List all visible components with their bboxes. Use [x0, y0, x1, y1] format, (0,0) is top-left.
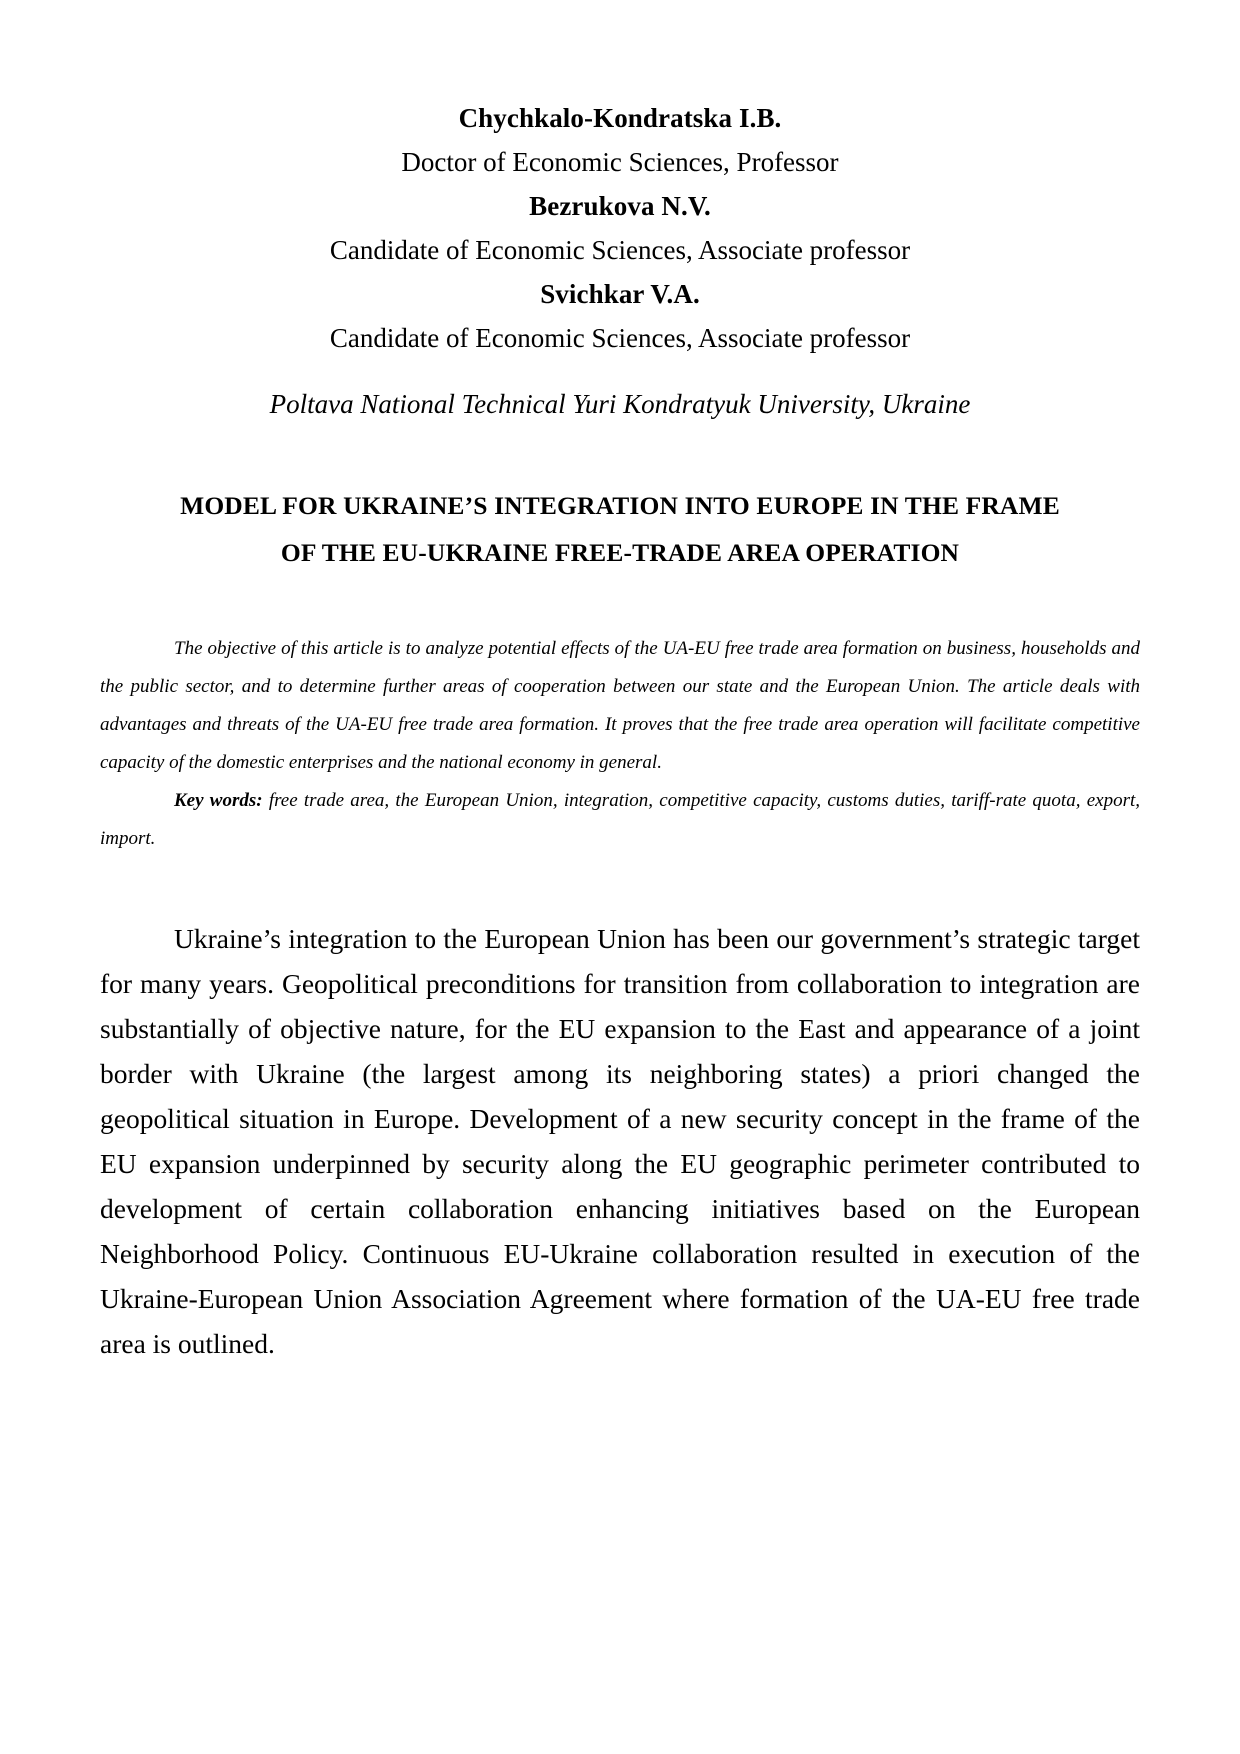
author-title-2: Candidate of Economic Sciences, Associate professor — [329, 235, 911, 265]
author-title-1: Doctor of Economic Sciences, Professor — [401, 147, 839, 177]
abstract-text: The objective of this article is to analyze potential effects of the UA-EU free trade area formation on business, households and the public sector, and to determine further areas of cooperation between our state and the European Union. The article deals with advantages and threats of the UA-EU free trade area formation. It proves that the free trade area operation will facilitate competitive capacity of the domestic enterprises and the national economy in general. — [100, 638, 1140, 773]
keywords-list: free trade area, the European Union, integration, competitive capacity, customs duties, tariff-rate quota, export, import. — [100, 790, 1140, 849]
abstract-section — [100, 630, 1140, 782]
keywords-section — [100, 782, 1140, 858]
keywords-paragraph — [100, 782, 1140, 858]
author-name-1: Chychkalo-Kondratska I.B. — [458, 103, 782, 133]
page-content — [100, 0, 1140, 1366]
author-name-2: Bezrukova N.V. — [529, 191, 711, 221]
author-name-3: Svichkar V.A. — [540, 279, 700, 309]
affiliation: Poltava National Technical Yuri Kondratyuk University, Ukraine — [269, 389, 971, 419]
article-title — [100, 482, 1140, 576]
author-title-3: Candidate of Economic Sciences, Associate professor — [329, 323, 911, 353]
article-title-line-2: OF THE EU-UKRAINE FREE-TRADE AREA OPERATION — [280, 538, 960, 567]
keywords-label: Key words: — [174, 790, 263, 811]
body-paragraph-1: Ukraine’s integration to the European Union has been our government’s strategic target for many years. Geopolitical preconditions for transition from collaboration to integration are substantially of objective nature, for the EU expansion to the East and appearance of a joint border with Ukraine (the largest among its neighboring states) a priori changed the geopolitical situation in Europe. Development of a new security concept in the frame of the EU expansion underpinned by security along the EU geographic perimeter contributed to development of certain collaboration enhancing initiatives based on the European Neighborhood Policy. Continuous EU-Ukraine collaboration resulted in execution of the Ukraine-European Union Association Agreement where formation of the UA-EU free trade area is outlined. — [100, 923, 1140, 1359]
article-title-line-1: MODEL FOR UKRAINE’S INTEGRATION INTO EUROPE IN THE FRAME — [180, 491, 1060, 520]
body-section — [100, 916, 1140, 1366]
author-block — [100, 96, 1140, 426]
